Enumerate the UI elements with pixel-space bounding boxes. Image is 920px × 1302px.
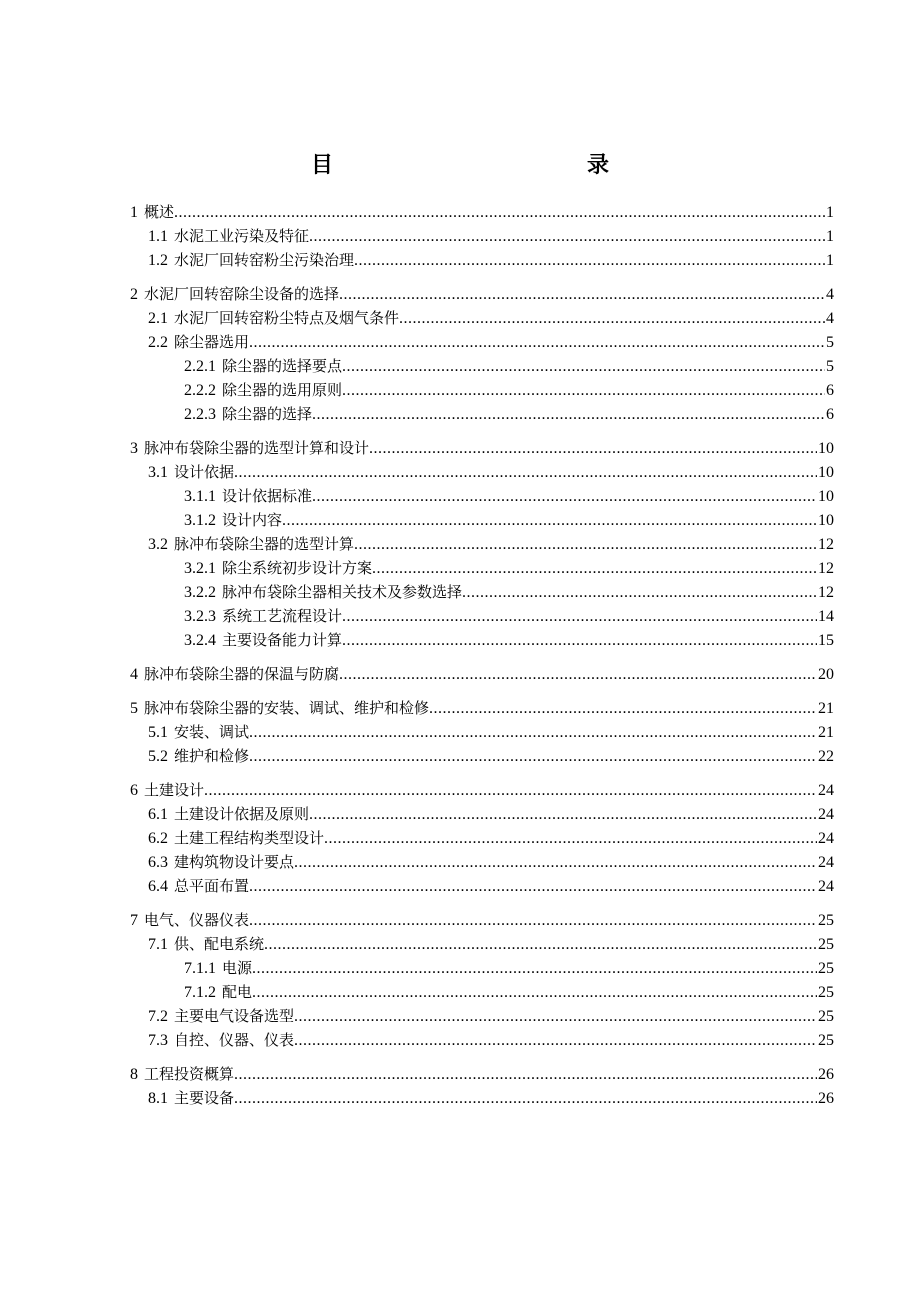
toc-entry-title: 设计依据标准 — [222, 487, 313, 505]
toc-entry-label — [184, 508, 282, 533]
toc-entry-number: 1 — [130, 204, 138, 221]
toc-entry-title: 工程投资概算 — [144, 1065, 235, 1083]
toc-entry-number: 1.2 — [148, 252, 168, 269]
toc-entry[interactable] — [130, 850, 834, 874]
toc-entry[interactable] — [130, 282, 834, 306]
toc-entry-title: 脉冲布袋除尘器的安装、调试、维护和检修 — [144, 699, 430, 717]
toc-entry-title: 土建工程结构类型设计 — [174, 829, 325, 847]
toc-entry-title: 脉冲布袋除尘器的选型计算 — [174, 535, 355, 553]
toc-entry[interactable] — [130, 306, 834, 330]
toc-entry-title: 除尘器选用 — [174, 333, 250, 351]
toc-page-number: 10 — [818, 488, 834, 505]
toc-entry-number: 7.1 — [148, 936, 168, 953]
toc-entry-number: 8 — [130, 1066, 138, 1083]
toc-entry[interactable] — [130, 484, 834, 508]
toc-entry-title: 电源 — [222, 959, 253, 977]
toc-entry-number: 7 — [130, 912, 138, 929]
toc-page-number: 5 — [826, 358, 834, 375]
toc-page-number: 12 — [818, 536, 834, 553]
toc-entry[interactable] — [130, 1028, 834, 1052]
toc-dot-leader — [234, 1087, 817, 1111]
toc-entry-label — [130, 1062, 234, 1087]
toc-entry-number: 7.2 — [148, 1008, 168, 1025]
toc-entry[interactable] — [130, 874, 834, 898]
toc-entry-label — [184, 956, 252, 981]
toc-entry-title: 土建设计依据及原则 — [174, 805, 310, 823]
toc-entry-title: 土建设计 — [144, 781, 205, 799]
toc-dot-leader — [324, 827, 817, 851]
toc-dot-leader — [342, 355, 825, 379]
toc-dot-leader — [369, 437, 817, 461]
toc-page-number: 1 — [826, 228, 834, 245]
toc-entry[interactable] — [130, 662, 834, 686]
toc-entry-title: 设计依据 — [174, 463, 235, 481]
toc-entry-label — [148, 932, 264, 957]
toc-entry[interactable] — [130, 402, 834, 426]
toc-entry-title: 总平面布置 — [174, 877, 250, 895]
toc-dot-leader — [339, 663, 817, 687]
toc-entry-title: 除尘器的选用原则 — [222, 381, 343, 399]
toc-entry-label — [148, 874, 249, 899]
toc-entry[interactable] — [130, 744, 834, 768]
toc-entry-title: 设计内容 — [222, 511, 283, 529]
toc-dot-leader — [309, 225, 825, 249]
toc-entry-title: 电气、仪器仪表 — [144, 911, 250, 929]
toc-entry[interactable] — [130, 330, 834, 354]
toc-page-number: 4 — [826, 310, 834, 327]
toc-dot-leader — [312, 485, 817, 509]
page-title: 目 录 — [310, 153, 679, 178]
toc-dot-leader — [354, 249, 825, 273]
toc-entry[interactable] — [130, 696, 834, 720]
toc-entry-label — [148, 532, 354, 557]
toc-entry-number: 3 — [130, 440, 138, 457]
toc-entry-label — [130, 282, 339, 307]
toc-dot-leader — [312, 403, 825, 427]
toc-page-number: 6 — [826, 382, 834, 399]
toc-entry-label — [148, 248, 354, 273]
toc-dot-leader — [249, 331, 825, 355]
toc-entry-number: 5 — [130, 700, 138, 717]
toc-entry-number: 3.2.3 — [184, 608, 216, 625]
toc-page-number: 22 — [818, 748, 834, 765]
toc-entry[interactable] — [130, 508, 834, 532]
toc-page-number: 1 — [826, 204, 834, 221]
toc-entry-number: 6 — [130, 782, 138, 799]
toc-entry-label — [184, 628, 342, 653]
toc-entry[interactable] — [130, 1086, 834, 1110]
toc-entry-number: 2.2.2 — [184, 382, 216, 399]
toc-page-number: 10 — [818, 464, 834, 481]
toc-entry[interactable] — [130, 460, 834, 484]
toc-entry-number: 7.1.1 — [184, 960, 216, 977]
toc-page-number: 25 — [818, 936, 834, 953]
toc-page-number: 14 — [818, 608, 834, 625]
toc-entry-number: 1.1 — [148, 228, 168, 245]
toc-dot-leader — [252, 981, 817, 1005]
toc-entry-number: 2.1 — [148, 310, 168, 327]
toc-page-number: 26 — [818, 1090, 834, 1107]
toc-entry-number: 2 — [130, 286, 138, 303]
toc-entry-number: 3.2 — [148, 536, 168, 553]
toc-entry[interactable] — [130, 628, 834, 652]
toc-entry-number: 6.3 — [148, 854, 168, 871]
toc-entry-title: 除尘器的选择 — [222, 405, 313, 423]
toc-entry-label — [148, 330, 249, 355]
toc-entry[interactable] — [130, 200, 834, 224]
toc-page-number: 25 — [818, 960, 834, 977]
toc-entry-number: 6.1 — [148, 806, 168, 823]
toc-entry-label — [130, 436, 369, 461]
toc-entry[interactable] — [130, 956, 834, 980]
toc-page-number: 24 — [818, 854, 834, 871]
toc-page-number: 4 — [826, 286, 834, 303]
toc-entry-label — [184, 580, 462, 605]
toc-entry-number: 3.2.1 — [184, 560, 216, 577]
toc-entry-label — [148, 1028, 294, 1053]
toc-page-number: 20 — [818, 666, 834, 683]
toc-dot-leader — [234, 1063, 817, 1087]
toc-entry-title: 概述 — [144, 203, 175, 221]
toc-page-number: 25 — [818, 1032, 834, 1049]
table-of-contents — [130, 200, 834, 1110]
toc-entry-number: 3.2.2 — [184, 584, 216, 601]
toc-entry-label — [148, 224, 309, 249]
toc-entry[interactable] — [130, 378, 834, 402]
toc-entry-number: 6.4 — [148, 878, 168, 895]
toc-page-number: 21 — [818, 724, 834, 741]
toc-dot-leader — [429, 697, 817, 721]
toc-entry-number: 2.2.1 — [184, 358, 216, 375]
toc-entry-title: 主要设备 — [174, 1089, 235, 1107]
toc-dot-leader — [342, 605, 817, 629]
toc-dot-leader — [234, 461, 817, 485]
toc-entry-label — [130, 200, 174, 225]
toc-dot-leader — [339, 283, 825, 307]
toc-entry[interactable] — [130, 1062, 834, 1086]
toc-entry-label — [148, 306, 399, 331]
toc-dot-leader — [399, 307, 825, 331]
toc-entry-label — [148, 802, 309, 827]
toc-dot-leader — [282, 509, 817, 533]
toc-dot-leader — [309, 803, 817, 827]
toc-dot-leader — [252, 957, 817, 981]
toc-dot-leader — [372, 557, 817, 581]
toc-entry-title: 水泥厂回转窑粉尘特点及烟气条件 — [174, 309, 400, 327]
toc-entry[interactable] — [130, 532, 834, 556]
toc-entry-number: 5.2 — [148, 748, 168, 765]
toc-entry-title: 脉冲布袋除尘器的选型计算和设计 — [144, 439, 370, 457]
toc-page-number: 26 — [818, 1066, 834, 1083]
toc-entry[interactable] — [130, 778, 834, 802]
toc-entry[interactable] — [130, 802, 834, 826]
toc-entry-number: 3.2.4 — [184, 632, 216, 649]
toc-entry-title: 水泥厂回转窑除尘设备的选择 — [144, 285, 340, 303]
toc-dot-leader — [342, 629, 817, 653]
toc-entry-title: 安装、调试 — [174, 723, 250, 741]
toc-entry[interactable] — [130, 436, 834, 460]
toc-entry[interactable] — [130, 908, 834, 932]
toc-dot-leader — [294, 1029, 817, 1053]
toc-page-number: 25 — [818, 912, 834, 929]
toc-entry-number: 8.1 — [148, 1090, 168, 1107]
toc-entry[interactable] — [130, 980, 834, 1004]
toc-entry-label — [184, 378, 342, 403]
toc-entry-number: 7.1.2 — [184, 984, 216, 1001]
toc-entry-title: 自控、仪器、仪表 — [174, 1031, 295, 1049]
toc-entry-title: 主要设备能力计算 — [222, 631, 343, 649]
toc-entry-title: 系统工艺流程设计 — [222, 607, 343, 625]
toc-entry[interactable] — [130, 580, 834, 604]
toc-page-number: 15 — [818, 632, 834, 649]
toc-entry-label — [148, 850, 294, 875]
toc-entry-label — [148, 460, 234, 485]
toc-entry-label — [184, 556, 372, 581]
toc-entry[interactable] — [130, 826, 834, 850]
toc-entry[interactable] — [130, 248, 834, 272]
toc-dot-leader — [264, 933, 817, 957]
toc-entry[interactable] — [130, 932, 834, 956]
toc-entry-title: 水泥厂回转窑粉尘污染治理 — [174, 251, 355, 269]
toc-entry[interactable] — [130, 720, 834, 744]
toc-dot-leader — [204, 779, 817, 803]
toc-entry-title: 配电 — [222, 983, 253, 1001]
toc-entry-number: 5.1 — [148, 724, 168, 741]
toc-page-number: 10 — [818, 440, 834, 457]
toc-entry-label — [184, 484, 312, 509]
toc-page-number: 12 — [818, 584, 834, 601]
toc-page-number: 24 — [818, 878, 834, 895]
toc-dot-leader — [249, 909, 817, 933]
toc-dot-leader — [174, 201, 825, 225]
toc-entry[interactable] — [130, 556, 834, 580]
toc-entry-label — [184, 980, 252, 1005]
toc-page-number: 21 — [818, 700, 834, 717]
toc-entry-label — [148, 744, 249, 769]
toc-entry-title: 建构筑物设计要点 — [174, 853, 295, 871]
toc-dot-leader — [249, 875, 817, 899]
toc-entry-title: 水泥工业污染及特征 — [174, 227, 310, 245]
toc-dot-leader — [354, 533, 817, 557]
toc-page-number: 6 — [826, 406, 834, 423]
toc-dot-leader — [294, 851, 817, 875]
toc-entry-label — [130, 662, 339, 687]
toc-page-number: 5 — [826, 334, 834, 351]
toc-entry-title: 供、配电系统 — [174, 935, 265, 953]
toc-page-number: 25 — [818, 1008, 834, 1025]
toc-entry-title: 主要电气设备选型 — [174, 1007, 295, 1025]
toc-entry[interactable] — [130, 604, 834, 628]
toc-entry-number: 7.3 — [148, 1032, 168, 1049]
toc-page-number: 1 — [826, 252, 834, 269]
toc-dot-leader — [294, 1005, 817, 1029]
toc-entry-title: 脉冲布袋除尘器的保温与防腐 — [144, 665, 340, 683]
toc-page-number: 12 — [818, 560, 834, 577]
toc-entry-number: 3.1 — [148, 464, 168, 481]
toc-page-number: 10 — [818, 512, 834, 529]
toc-entry-title: 除尘器的选择要点 — [222, 357, 343, 375]
toc-entry-number: 4 — [130, 666, 138, 683]
toc-entry-title: 除尘系统初步设计方案 — [222, 559, 373, 577]
toc-entry-number: 6.2 — [148, 830, 168, 847]
toc-entry-label — [130, 908, 249, 933]
toc-entry-number: 2.2.3 — [184, 406, 216, 423]
toc-entry-label — [184, 604, 342, 629]
toc-entry-label — [130, 696, 429, 721]
toc-entry-number: 2.2 — [148, 334, 168, 351]
toc-page-number: 24 — [818, 782, 834, 799]
toc-entry-label — [184, 354, 342, 379]
toc-entry-label — [130, 778, 204, 803]
toc-dot-leader — [249, 745, 817, 769]
toc-entry-label — [184, 402, 312, 427]
toc-page-number: 24 — [818, 830, 834, 847]
toc-page-number: 24 — [818, 806, 834, 823]
toc-entry[interactable] — [130, 224, 834, 248]
toc-entry-number: 3.1.2 — [184, 512, 216, 529]
toc-page-number: 25 — [818, 984, 834, 1001]
toc-dot-leader — [249, 721, 817, 745]
toc-entry-number: 3.1.1 — [184, 488, 216, 505]
toc-entry-label — [148, 826, 324, 851]
toc-entry-label — [148, 720, 249, 745]
toc-entry-title: 维护和检修 — [174, 747, 250, 765]
toc-entry-label — [148, 1004, 294, 1029]
toc-entry[interactable] — [130, 1004, 834, 1028]
toc-dot-leader — [342, 379, 825, 403]
toc-entry[interactable] — [130, 354, 834, 378]
toc-dot-leader — [462, 581, 817, 605]
toc-entry-label — [148, 1086, 234, 1111]
toc-entry-title: 脉冲布袋除尘器相关技术及参数选择 — [222, 583, 463, 601]
